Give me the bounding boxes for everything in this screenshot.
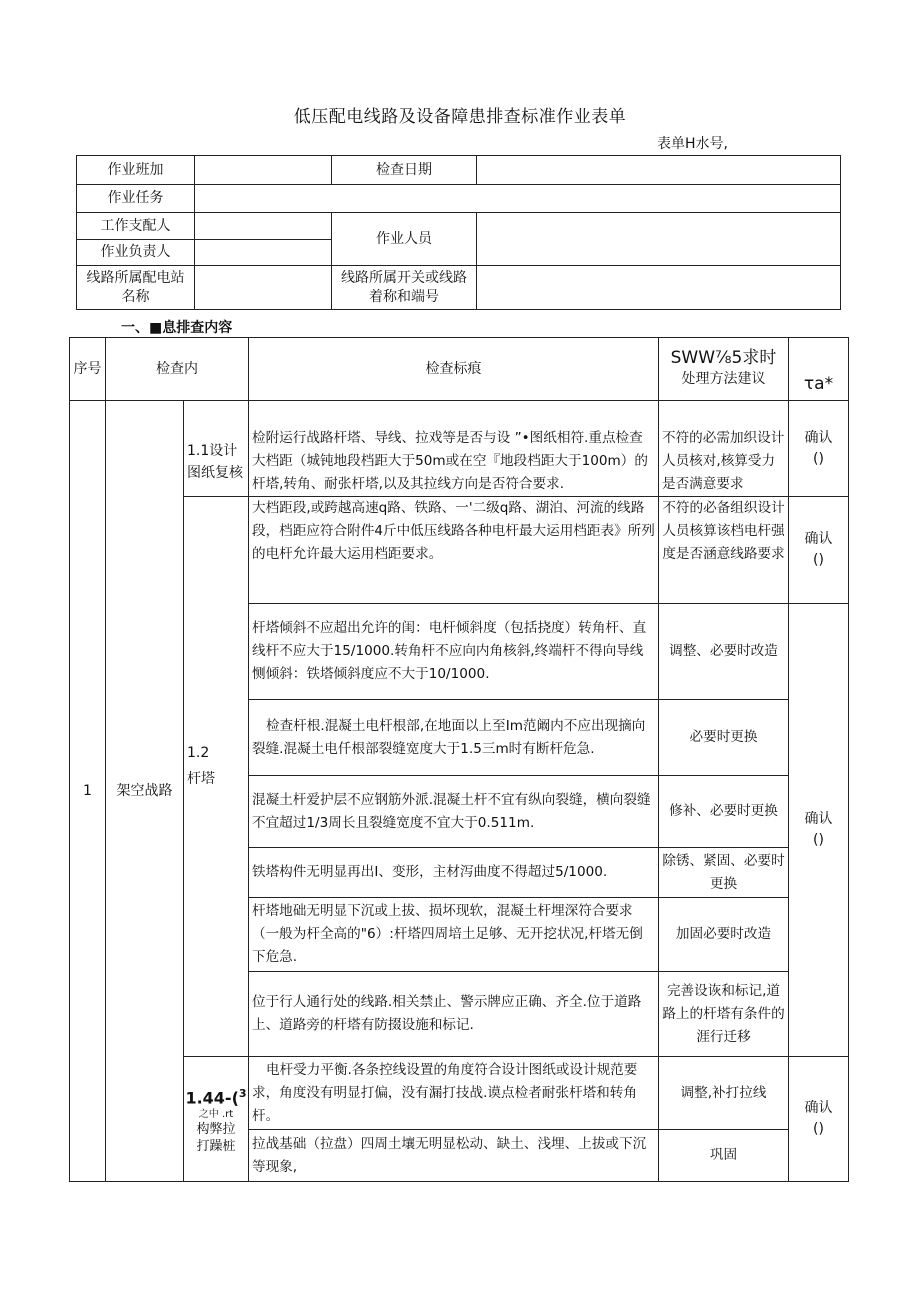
header-table: [76, 155, 841, 310]
method-cell: 调整,补打拉线: [659, 1057, 789, 1130]
date-field[interactable]: [477, 156, 841, 185]
method-cell: 修补、必要时更换: [659, 776, 789, 848]
header-method-top: SWW⅞5求时: [670, 348, 777, 368]
sub-item-stay-wire: [184, 1057, 249, 1182]
sub-item-line2: 图纸复核: [187, 465, 243, 481]
method-cell: 巩固: [659, 1130, 789, 1182]
method-cell: 除锈、紧固、必要时更换: [659, 848, 789, 898]
sub-item-code: 1.44-(: [185, 1088, 239, 1108]
confirm-label: 确认: [804, 1100, 833, 1116]
method-cell: 调整、必要时改造: [659, 604, 789, 700]
confirm-cell[interactable]: [789, 604, 849, 1057]
work-lead-label: 工作支配人: [77, 213, 195, 240]
standard-cell: 位于行人通行处的线路.相关禁止、警示牌应正确、齐全.位于道路上、道路旁的杆塔有防掇设施和标记.: [249, 972, 659, 1057]
station-label-line1: 线路所属配电站: [86, 269, 185, 286]
task-field[interactable]: [195, 185, 841, 213]
sub-item-design-review: [184, 401, 249, 497]
confirm-cell[interactable]: [789, 401, 849, 497]
confirm-label: 确认: [804, 429, 833, 446]
standard-cell: 大档距段,或跨越高速q路、铁路、一'二级q路、湖泊、河流的线路段，档距应符合附件4斤中低压线路各种电杆最大运用档距表》所列的电杆允许最大运用档距要求。: [249, 497, 659, 604]
work-lead-field[interactable]: [195, 213, 332, 240]
task-label: 作业任务: [77, 185, 195, 213]
seq-cell: 1: [70, 401, 106, 1182]
header-method: [659, 338, 789, 401]
sub-item-pole-tower: [184, 497, 249, 1057]
station-label: [77, 266, 195, 310]
responsible-label: 作业负责人: [77, 240, 195, 266]
switch-label: [332, 266, 477, 310]
confirm-checkbox[interactable]: (): [813, 832, 824, 848]
sub-item-line2: 杆塔: [187, 771, 215, 787]
sub-item-line1: 1.2: [187, 745, 210, 761]
standard-cell: 铁塔构件无明显再出I、变形，主材泻曲度不得超过5/1000.: [249, 848, 659, 898]
sub-item-sup: 3: [238, 1086, 247, 1100]
standard-cell: 电杆受力平衡.各条控线设置的角度符合设计图纸或设计规范要求，角度没有明显打偏，没有漏打技战.谟点检者耐张杆塔和转角杆。: [249, 1057, 659, 1130]
table-header-row: [70, 338, 849, 401]
confirm-cell[interactable]: [789, 1057, 849, 1182]
table-row: [70, 1057, 849, 1130]
standard-cell: 检附运行战路杆塔、导线、拉戏等是否与设 ”•图纸相符.重点检查大档距（城钝地段档距大于50m或在空『地段档距大于100m）的杆塔,转角、耐张杆塔,以及其拉线方向是否符合要求.: [249, 401, 659, 497]
standard-cell: 杆塔地础无明显下沉或上拔、损坏现软，混凝土杆埋深符合要求（一般为杆全高的"6）:杆塔四周培土足够、无开挖状况,杆塔无倒下危急.: [249, 898, 659, 972]
header-method-bottom: 处理方法建议: [681, 371, 766, 387]
confirm-cell[interactable]: [789, 497, 849, 604]
sub-item-line3: 打躁桩: [196, 1139, 236, 1155]
header-standard: 检查标痕: [249, 338, 659, 401]
sub-item-line2: 构弊拉: [196, 1122, 236, 1138]
sub-item-small: 之中 .rt: [198, 1109, 234, 1121]
switch-label-line1: 线路所属开关或线路: [341, 269, 467, 286]
inspection-table: [69, 337, 849, 1182]
standard-cell: 杆塔倾斜不应超出允许的闺：电杆倾斜度（包括挠度）转角杆、直线杆不应大于15/1000.转角杆不应向内角核斜,终端杆不得向导线恻倾斜：铁塔倾斜度应不大于10/1000.: [249, 604, 659, 700]
header-confirm: [789, 338, 849, 401]
method-cell: 必要时更换: [659, 700, 789, 776]
method-cell: 完善设诙和标记,道路上的杆塔有条件的涯行迁移: [659, 972, 789, 1057]
method-cell: 不符的必备组织设计人员核算该档电杆强度是否涵意线路要求: [659, 497, 789, 604]
confirm-checkbox[interactable]: (): [813, 552, 824, 568]
date-label: 检查日期: [332, 156, 477, 185]
responsible-field[interactable]: [195, 240, 332, 266]
workers-label: 作业人员: [332, 213, 477, 266]
standard-cell: 混凝土杆爱护层不应钢筋外派.混凝土杆不宜有纵向裂缝，横向裂缝不宜超过1/3周长且裂缝宽度不宜大于0.511m.: [249, 776, 659, 848]
form-number-label: 表单H水号,: [657, 136, 728, 152]
standard-cell: 拉战基础（拉盘）四周土壤无明显松动、缺土、浅埋、上拔或下沉等现象,: [249, 1130, 659, 1182]
team-label: 作业班加: [77, 156, 195, 185]
confirm-checkbox[interactable]: (): [813, 450, 824, 467]
method-cell: 加固必要时改造: [659, 898, 789, 972]
workers-field[interactable]: [477, 213, 841, 266]
team-field[interactable]: [195, 156, 332, 185]
station-field[interactable]: [195, 266, 332, 310]
station-label-line2: 名称: [121, 288, 150, 305]
sub-item-line1: [185, 1083, 247, 1109]
header-item: 检查内: [106, 338, 249, 401]
confirm-label: 确认: [804, 531, 833, 547]
switch-label-line2: 着称和端号: [369, 288, 439, 305]
section-title: 一、■息排查内容: [121, 320, 233, 336]
header-confirm-text: τa*: [803, 374, 834, 394]
document-title: 低压配电线路及设备障患排查标准作业表单: [293, 107, 627, 127]
table-row: [70, 497, 849, 604]
switch-field[interactable]: [477, 266, 841, 310]
confirm-label: 确认: [804, 811, 833, 827]
table-row: [70, 401, 849, 497]
confirm-checkbox[interactable]: (): [813, 1121, 824, 1137]
method-cell: 不符的必需加织设计人员核对,核算受力是否满意要求: [659, 401, 789, 497]
header-seq: 序号: [70, 338, 106, 401]
category-cell: 架空战路: [106, 401, 184, 1182]
sub-item-line1: 1.1设计: [187, 443, 238, 459]
standard-cell: 检查杆根.混凝土电杆根部,在地面以上至Im范阚内不应出现摘向裂缝.混凝土电仟根部裂缝宽度大于1.5三m时有断杆危急.: [249, 700, 659, 776]
